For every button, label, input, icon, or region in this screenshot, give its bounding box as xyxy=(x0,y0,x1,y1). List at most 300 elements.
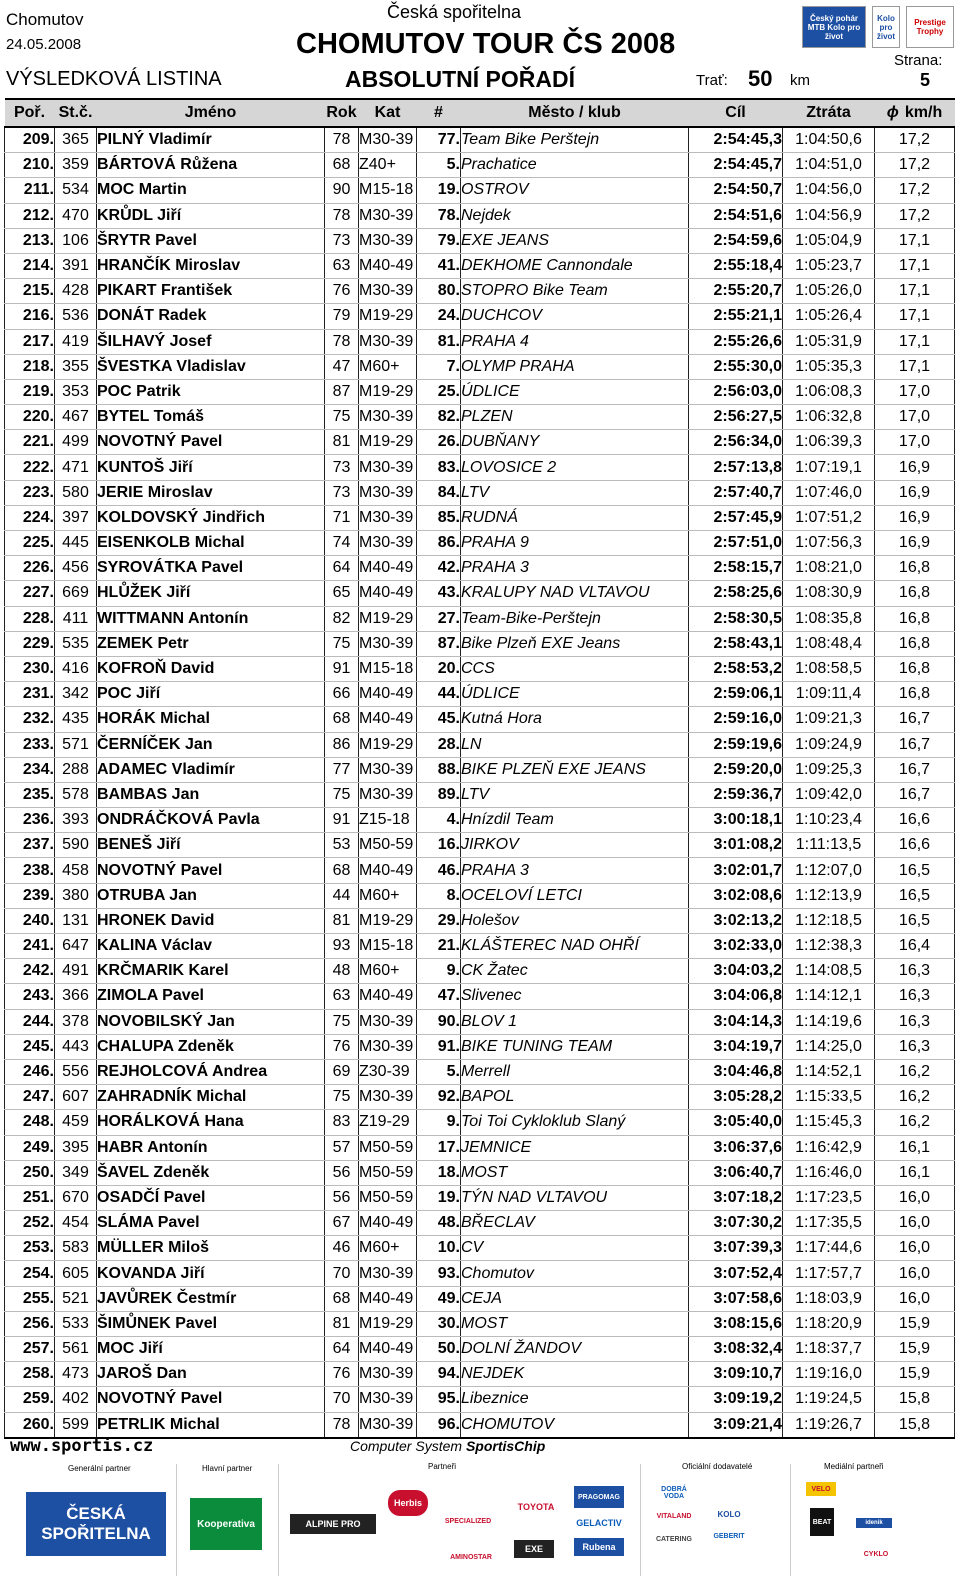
avg-speed: 17,1 xyxy=(875,304,955,329)
rank: 234. xyxy=(5,757,55,782)
birth-year: 76 xyxy=(325,1034,359,1059)
category: Z19-29 xyxy=(359,1110,417,1135)
birth-year: 69 xyxy=(325,1059,359,1084)
racer-name: JAROŠ Dan xyxy=(97,1362,325,1387)
time-loss: 1:19:26,7 xyxy=(783,1412,875,1438)
table-row xyxy=(5,1387,955,1412)
partner-logo-aminostar: AMINOSTAR xyxy=(450,1553,492,1561)
finish-time: 2:58:53,2 xyxy=(689,656,783,681)
birth-year: 46 xyxy=(325,1236,359,1261)
category-rank: 27. xyxy=(417,606,461,631)
category-rank: 86. xyxy=(417,531,461,556)
footer-divider xyxy=(278,1464,279,1576)
category-rank: 19. xyxy=(417,1185,461,1210)
birth-year: 47 xyxy=(325,354,359,379)
table-row xyxy=(5,455,955,480)
finish-time: 2:59:06,1 xyxy=(689,682,783,707)
category: M19-29 xyxy=(359,1311,417,1336)
time-loss: 1:06:32,8 xyxy=(783,405,875,430)
finish-time: 3:07:18,2 xyxy=(689,1185,783,1210)
time-loss: 1:09:42,0 xyxy=(783,782,875,807)
supplier-logo-catering: CATERING xyxy=(655,1535,693,1543)
finish-time: 2:57:40,7 xyxy=(689,480,783,505)
birth-year: 75 xyxy=(325,405,359,430)
birth-year: 73 xyxy=(325,228,359,253)
birth-year: 75 xyxy=(325,782,359,807)
rank: 220. xyxy=(5,405,55,430)
category-rank: 89. xyxy=(417,782,461,807)
time-loss: 1:12:38,3 xyxy=(783,934,875,959)
rank: 210. xyxy=(5,153,55,178)
time-loss: 1:14:19,6 xyxy=(783,1009,875,1034)
time-loss: 1:05:26,4 xyxy=(783,304,875,329)
finish-time: 2:58:43,1 xyxy=(689,631,783,656)
rank: 236. xyxy=(5,808,55,833)
time-loss: 1:16:42,9 xyxy=(783,1135,875,1160)
club: Toi Toi Cykloklub Slaný xyxy=(461,1110,689,1135)
category-rank: 46. xyxy=(417,858,461,883)
finish-time: 2:59:19,6 xyxy=(689,732,783,757)
time-loss: 1:05:23,7 xyxy=(783,253,875,278)
club: PRAHA 4 xyxy=(461,329,689,354)
rank: 251. xyxy=(5,1185,55,1210)
rank: 217. xyxy=(5,329,55,354)
start-number: 380 xyxy=(55,883,97,908)
category: M19-29 xyxy=(359,379,417,404)
supplier-logo-kolo: KOLO xyxy=(717,1509,741,1519)
finish-time: 3:07:52,4 xyxy=(689,1261,783,1286)
category-rank: 21. xyxy=(417,934,461,959)
category-rank: 87. xyxy=(417,631,461,656)
category: M30-39 xyxy=(359,505,417,530)
club: BŘECLAV xyxy=(461,1211,689,1236)
avg-speed: 15,8 xyxy=(875,1387,955,1412)
birth-year: 76 xyxy=(325,1362,359,1387)
time-loss: 1:12:07,0 xyxy=(783,858,875,883)
category-title: ABSOLUTNÍ POŘADÍ xyxy=(345,66,575,92)
start-number: 647 xyxy=(55,934,97,959)
start-number: 470 xyxy=(55,203,97,228)
avg-speed: 17,2 xyxy=(875,153,955,178)
category-rank: 9. xyxy=(417,1110,461,1135)
rank: 245. xyxy=(5,1034,55,1059)
club: BIKE TUNING TEAM xyxy=(461,1034,689,1059)
racer-name: ŠAVEL Zdeněk xyxy=(97,1160,325,1185)
table-row xyxy=(5,1009,955,1034)
racer-name: ZAHRADNÍK Michal xyxy=(97,1085,325,1110)
birth-year: 81 xyxy=(325,1311,359,1336)
avg-speed: 16,2 xyxy=(875,1110,955,1135)
club: ÚDLICE xyxy=(461,682,689,707)
category-rank: 25. xyxy=(417,379,461,404)
category: M30-39 xyxy=(359,1261,417,1286)
racer-name: OSADČÍ Pavel xyxy=(97,1185,325,1210)
finish-time: 3:07:58,6 xyxy=(689,1286,783,1311)
avg-speed: 16,3 xyxy=(875,1009,955,1034)
finish-time: 3:09:21,4 xyxy=(689,1412,783,1438)
page-label: Strana: xyxy=(894,52,943,69)
time-loss: 1:07:51,2 xyxy=(783,505,875,530)
avg-speed: 17,0 xyxy=(875,430,955,455)
rank: 209. xyxy=(5,127,55,153)
birth-year: 87 xyxy=(325,379,359,404)
racer-name: HRANČÍK Miroslav xyxy=(97,253,325,278)
time-loss: 1:05:31,9 xyxy=(783,329,875,354)
racer-name: HRONEK David xyxy=(97,908,325,933)
avg-speed: 17,2 xyxy=(875,178,955,203)
finish-time: 2:55:18,4 xyxy=(689,253,783,278)
table-row xyxy=(5,1337,955,1362)
start-number: 580 xyxy=(55,480,97,505)
category: M40-49 xyxy=(359,581,417,606)
club: BLOV 1 xyxy=(461,1009,689,1034)
start-number: 556 xyxy=(55,1059,97,1084)
time-loss: 1:10:23,4 xyxy=(783,808,875,833)
supplier-logo-vitaland: VITALAND xyxy=(656,1512,692,1520)
ceska-sporitelna-logo: ČESKÁ SPOŘITELNA xyxy=(26,1492,166,1556)
avg-speed: 15,8 xyxy=(875,1412,955,1438)
racer-name: BENEŠ Jiří xyxy=(97,833,325,858)
racer-name: REJHOLCOVÁ Andrea xyxy=(97,1059,325,1084)
racer-name: KUNTOŠ Jiří xyxy=(97,455,325,480)
avg-speed: 16,8 xyxy=(875,631,955,656)
category-rank: 5. xyxy=(417,1059,461,1084)
category-rank: 92. xyxy=(417,1085,461,1110)
category-rank: 96. xyxy=(417,1412,461,1438)
start-number: 106 xyxy=(55,228,97,253)
finish-time: 3:02:33,0 xyxy=(689,934,783,959)
page-footer xyxy=(0,1434,960,1582)
category-rank: 44. xyxy=(417,682,461,707)
club: Chomutov xyxy=(461,1261,689,1286)
rank: 237. xyxy=(5,833,55,858)
time-loss: 1:14:08,5 xyxy=(783,959,875,984)
birth-year: 71 xyxy=(325,505,359,530)
avg-speed: 17,0 xyxy=(875,405,955,430)
racer-name: SLÁMA Pavel xyxy=(97,1211,325,1236)
rank: 219. xyxy=(5,379,55,404)
finish-time: 3:07:30,2 xyxy=(689,1211,783,1236)
club: OSTROV xyxy=(461,178,689,203)
racer-name: BAMBAS Jan xyxy=(97,782,325,807)
category-rank: 17. xyxy=(417,1135,461,1160)
rank: 229. xyxy=(5,631,55,656)
avg-speed: 17,1 xyxy=(875,253,955,278)
rank: 244. xyxy=(5,1009,55,1034)
racer-name: JAVŮREK Čestmír xyxy=(97,1286,325,1311)
table-row xyxy=(5,732,955,757)
category-rank: 94. xyxy=(417,1362,461,1387)
category: M15-18 xyxy=(359,934,417,959)
avg-speed: 17,2 xyxy=(875,127,955,153)
rank: 246. xyxy=(5,1059,55,1084)
media-logo-beat: BEAT xyxy=(810,1508,834,1536)
table-row xyxy=(5,984,955,1009)
category: M60+ xyxy=(359,883,417,908)
avg-speed: 15,9 xyxy=(875,1311,955,1336)
start-number: 499 xyxy=(55,430,97,455)
birth-year: 75 xyxy=(325,1009,359,1034)
time-loss: 1:17:44,6 xyxy=(783,1236,875,1261)
category: M30-39 xyxy=(359,329,417,354)
finish-time: 2:54:50,7 xyxy=(689,178,783,203)
category: M30-39 xyxy=(359,405,417,430)
category: M30-39 xyxy=(359,480,417,505)
category: M30-39 xyxy=(359,1387,417,1412)
start-number: 366 xyxy=(55,984,97,1009)
category: M19-29 xyxy=(359,304,417,329)
time-loss: 1:12:13,9 xyxy=(783,883,875,908)
category-rank: 42. xyxy=(417,556,461,581)
racer-name: KOLDOVSKÝ Jindřich xyxy=(97,505,325,530)
category: M30-39 xyxy=(359,279,417,304)
racer-name: NOVOTNÝ Pavel xyxy=(97,858,325,883)
start-number: 397 xyxy=(55,505,97,530)
finish-time: 2:59:20,0 xyxy=(689,757,783,782)
start-number: 445 xyxy=(55,531,97,556)
avg-speed: 16,3 xyxy=(875,959,955,984)
category: M60+ xyxy=(359,1236,417,1261)
date: 24.05.2008 xyxy=(6,36,82,53)
birth-year: 64 xyxy=(325,1337,359,1362)
footer-divider xyxy=(640,1464,641,1576)
birth-year: 76 xyxy=(325,279,359,304)
club: Hnízdil Team xyxy=(461,808,689,833)
start-number: 607 xyxy=(55,1085,97,1110)
partner-logo-exe: EXE xyxy=(514,1540,554,1558)
avg-speed: 16,0 xyxy=(875,1261,955,1286)
racer-name: HORÁK Michal xyxy=(97,707,325,732)
table-row xyxy=(5,127,955,153)
table-row xyxy=(5,430,955,455)
table-row xyxy=(5,203,955,228)
avg-speed: 16,8 xyxy=(875,606,955,631)
table-row xyxy=(5,1034,955,1059)
racer-name: ŠIMŮNEK Pavel xyxy=(97,1311,325,1336)
category: M50-59 xyxy=(359,1185,417,1210)
time-loss: 1:05:35,3 xyxy=(783,354,875,379)
table-row xyxy=(5,329,955,354)
category: Z15-18 xyxy=(359,808,417,833)
category-rank: 80. xyxy=(417,279,461,304)
rank: 260. xyxy=(5,1412,55,1438)
table-row xyxy=(5,1311,955,1336)
kooperativa-logo: Kooperativa xyxy=(190,1498,262,1550)
birth-year: 64 xyxy=(325,556,359,581)
finish-time: 3:04:14,3 xyxy=(689,1009,783,1034)
rank: 241. xyxy=(5,934,55,959)
start-number: 669 xyxy=(55,581,97,606)
birth-year: 70 xyxy=(325,1261,359,1286)
finish-time: 3:00:18,1 xyxy=(689,808,783,833)
prestige-trophy-logo: Prestige Trophy xyxy=(906,6,954,48)
partner-logo-specialized: SPECIALIZED xyxy=(444,1517,492,1525)
col-rok: Rok xyxy=(325,99,359,127)
track-label: Trať: xyxy=(696,72,728,89)
club: JEMNICE xyxy=(461,1135,689,1160)
club: KLÁŠTEREC NAD OHŘÍ xyxy=(461,934,689,959)
top-logos xyxy=(802,6,954,48)
time-loss: 1:16:46,0 xyxy=(783,1160,875,1185)
time-loss: 1:11:13,5 xyxy=(783,833,875,858)
col-hash: # xyxy=(417,99,461,127)
racer-name: KOVANDA Jiří xyxy=(97,1261,325,1286)
category-rank: 77. xyxy=(417,127,461,153)
table-row xyxy=(5,959,955,984)
racer-name: PETRLIK Michal xyxy=(97,1412,325,1438)
rank: 225. xyxy=(5,531,55,556)
time-loss: 1:14:52,1 xyxy=(783,1059,875,1084)
club: PLZEN xyxy=(461,405,689,430)
finish-time: 2:56:27,5 xyxy=(689,405,783,430)
time-loss: 1:06:39,3 xyxy=(783,430,875,455)
finish-time: 2:57:45,9 xyxy=(689,505,783,530)
table-row xyxy=(5,379,955,404)
finish-time: 3:04:46,8 xyxy=(689,1059,783,1084)
racer-name: ŠILHAVÝ Josef xyxy=(97,329,325,354)
avg-speed: 16,9 xyxy=(875,480,955,505)
category-rank: 48. xyxy=(417,1211,461,1236)
city: Chomutov xyxy=(6,10,84,29)
table-row xyxy=(5,153,955,178)
table-row xyxy=(5,631,955,656)
table-row xyxy=(5,279,955,304)
start-number: 288 xyxy=(55,757,97,782)
finish-time: 2:56:03,0 xyxy=(689,379,783,404)
start-number: 378 xyxy=(55,1009,97,1034)
category: M40-49 xyxy=(359,253,417,278)
club: CK Žatec xyxy=(461,959,689,984)
racer-name: KRŮDL Jiří xyxy=(97,203,325,228)
media-logo-idenik: idenik xyxy=(856,1518,892,1528)
category: M40-49 xyxy=(359,707,417,732)
time-loss: 1:09:24,9 xyxy=(783,732,875,757)
avg-speed: 16,1 xyxy=(875,1135,955,1160)
cesky-pohar-logo: Český pohár MTB Kolo pro život xyxy=(802,6,866,48)
start-number: 535 xyxy=(55,631,97,656)
avg-speed: 16,0 xyxy=(875,1185,955,1210)
kmh-label: km/h xyxy=(904,104,943,121)
racer-name: HABR Antonín xyxy=(97,1135,325,1160)
computer-system xyxy=(350,1438,545,1454)
rank: 214. xyxy=(5,253,55,278)
category: M30-39 xyxy=(359,1362,417,1387)
finish-time: 3:06:40,7 xyxy=(689,1160,783,1185)
start-number: 435 xyxy=(55,707,97,732)
time-loss: 1:07:56,3 xyxy=(783,531,875,556)
category: M40-49 xyxy=(359,682,417,707)
start-number: 473 xyxy=(55,1362,97,1387)
rank: 248. xyxy=(5,1110,55,1135)
avg-speed: 15,9 xyxy=(875,1337,955,1362)
category-rank: 28. xyxy=(417,732,461,757)
racer-name: POC Patrik xyxy=(97,379,325,404)
birth-year: 53 xyxy=(325,833,359,858)
category-rank: 30. xyxy=(417,1311,461,1336)
birth-year: 56 xyxy=(325,1185,359,1210)
category: M30-39 xyxy=(359,1034,417,1059)
category-rank: 16. xyxy=(417,833,461,858)
start-number: 365 xyxy=(55,127,97,153)
start-number: 599 xyxy=(55,1412,97,1438)
avg-speed: 16,6 xyxy=(875,833,955,858)
finish-time: 2:56:34,0 xyxy=(689,430,783,455)
category: M19-29 xyxy=(359,430,417,455)
category: M15-18 xyxy=(359,656,417,681)
avg-speed: 16,3 xyxy=(875,1034,955,1059)
birth-year: 56 xyxy=(325,1160,359,1185)
finish-time: 2:57:51,0 xyxy=(689,531,783,556)
table-header xyxy=(5,99,955,127)
start-number: 471 xyxy=(55,455,97,480)
time-loss: 1:09:21,3 xyxy=(783,707,875,732)
category: M30-39 xyxy=(359,127,417,153)
col-por: Poř. xyxy=(5,99,55,127)
finish-time: 3:02:01,7 xyxy=(689,858,783,883)
start-number: 402 xyxy=(55,1387,97,1412)
finish-time: 2:55:30,0 xyxy=(689,354,783,379)
racer-name: NOVOTNÝ Pavel xyxy=(97,1387,325,1412)
club: MOST xyxy=(461,1160,689,1185)
time-loss: 1:19:24,5 xyxy=(783,1387,875,1412)
club: EXE JEANS xyxy=(461,228,689,253)
time-loss: 1:14:12,1 xyxy=(783,984,875,1009)
rank: 252. xyxy=(5,1211,55,1236)
start-number: 454 xyxy=(55,1211,97,1236)
start-number: 355 xyxy=(55,354,97,379)
table-row xyxy=(5,1236,955,1261)
start-number: 571 xyxy=(55,732,97,757)
category-rank: 78. xyxy=(417,203,461,228)
category: M30-39 xyxy=(359,757,417,782)
supplier-logo-dobra-voda: DOBRÁ VODA xyxy=(661,1486,687,1500)
start-number: 590 xyxy=(55,833,97,858)
racer-name: MÜLLER Miloš xyxy=(97,1236,325,1261)
category: Z40+ xyxy=(359,153,417,178)
club: Slivenec xyxy=(461,984,689,1009)
club: CV xyxy=(461,1236,689,1261)
birth-year: 68 xyxy=(325,1286,359,1311)
col-jmeno: Jméno xyxy=(97,99,325,127)
start-number: 131 xyxy=(55,908,97,933)
rank: 242. xyxy=(5,959,55,984)
category-rank: 83. xyxy=(417,455,461,480)
birth-year: 91 xyxy=(325,656,359,681)
rank: 256. xyxy=(5,1311,55,1336)
table-row xyxy=(5,354,955,379)
birth-year: 78 xyxy=(325,1412,359,1438)
rank: 253. xyxy=(5,1236,55,1261)
table-row xyxy=(5,228,955,253)
club: PRAHA 9 xyxy=(461,531,689,556)
time-loss: 1:08:30,9 xyxy=(783,581,875,606)
finish-time: 2:55:20,7 xyxy=(689,279,783,304)
birth-year: 91 xyxy=(325,808,359,833)
category: Z30-39 xyxy=(359,1059,417,1084)
track-unit: km xyxy=(790,72,810,89)
racer-name: NOVOTNÝ Pavel xyxy=(97,430,325,455)
avg-speed: 16,9 xyxy=(875,531,955,556)
category: M19-29 xyxy=(359,732,417,757)
rank: 212. xyxy=(5,203,55,228)
start-number: 578 xyxy=(55,782,97,807)
category-rank: 43. xyxy=(417,581,461,606)
club: Bike Plzeň EXE Jeans xyxy=(461,631,689,656)
category-rank: 18. xyxy=(417,1160,461,1185)
birth-year: 44 xyxy=(325,883,359,908)
start-number: 491 xyxy=(55,959,97,984)
category: M19-29 xyxy=(359,606,417,631)
